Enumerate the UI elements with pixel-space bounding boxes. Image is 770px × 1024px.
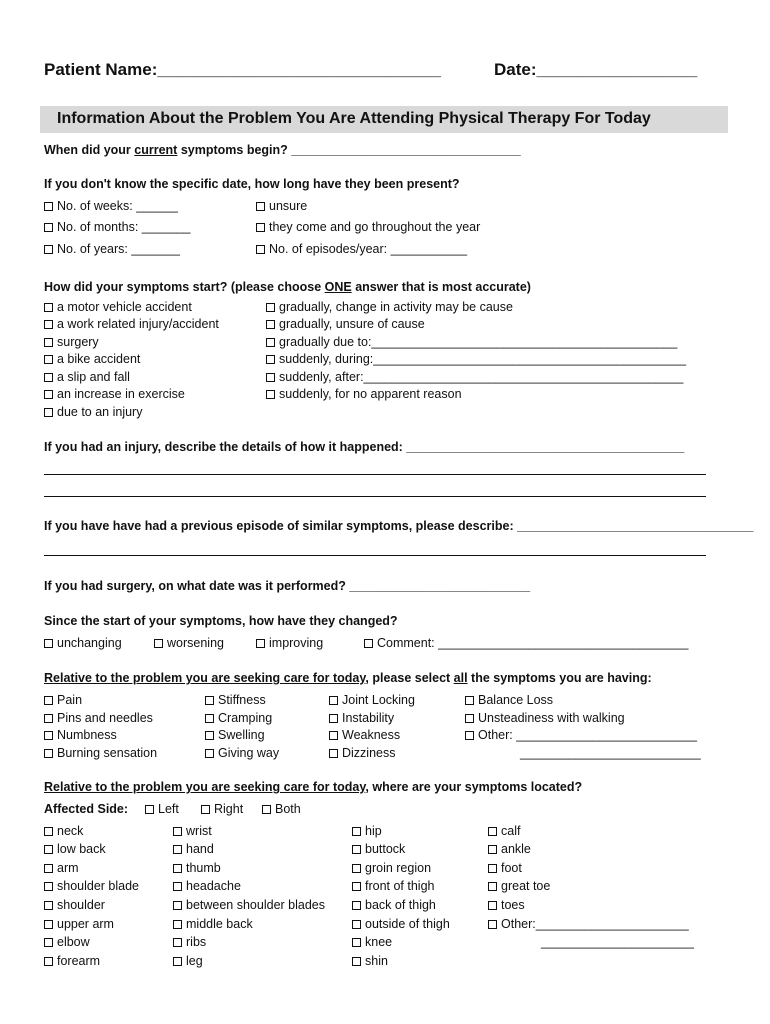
question-symptoms [44, 671, 652, 685]
side-option-left[interactable] [145, 802, 179, 816]
checkbox-icon[interactable] [173, 901, 182, 910]
location-option[interactable] [488, 824, 520, 838]
option-label: Weakness [342, 728, 401, 742]
checkbox-icon[interactable] [205, 714, 214, 723]
location-option[interactable] [352, 917, 450, 931]
checkbox-icon[interactable] [256, 245, 265, 254]
option-start[interactable] [266, 370, 683, 384]
option-label: a slip and fall [57, 370, 130, 384]
location-option[interactable] [173, 824, 212, 838]
checkbox-icon[interactable] [173, 827, 182, 836]
option-start[interactable] [266, 300, 513, 314]
checkbox-icon[interactable] [173, 957, 182, 966]
checkbox-icon[interactable] [329, 714, 338, 723]
symptom-option[interactable] [205, 711, 272, 725]
option-label: hip [365, 824, 382, 838]
checkbox-icon[interactable] [44, 938, 53, 947]
symptom-option[interactable] [329, 728, 400, 742]
location-option[interactable] [44, 879, 139, 893]
checkbox-icon[interactable] [352, 957, 361, 966]
option-label: a bike accident [57, 352, 141, 366]
option-label: neck [57, 824, 84, 838]
option-start[interactable] [266, 335, 677, 349]
option-start[interactable] [266, 352, 686, 366]
option-label: knee [365, 935, 393, 949]
checkbox-icon[interactable] [488, 920, 497, 929]
location-option[interactable] [488, 879, 550, 893]
patient-name-field[interactable]: Patient Name:______________________________ [44, 60, 442, 79]
location-option[interactable] [173, 935, 206, 949]
location-option[interactable] [44, 824, 83, 838]
location-option[interactable] [173, 954, 203, 968]
checkbox-icon[interactable] [205, 731, 214, 740]
checkbox-icon[interactable] [173, 882, 182, 891]
q-begin-suffix: symptoms begin? _________________________________ [177, 143, 521, 157]
checkbox-icon[interactable] [44, 731, 53, 740]
option-improving[interactable] [256, 636, 323, 650]
checkbox-icon[interactable] [488, 827, 497, 836]
checkbox-icon[interactable] [266, 373, 275, 382]
option-unsure[interactable] [256, 199, 307, 213]
checkbox-icon[interactable] [205, 749, 214, 758]
section-title: Information About the Problem You Are Attending Physical Therapy For Today [57, 110, 651, 127]
option-label: suddenly, during:_____________________________________________ [279, 352, 687, 366]
checkbox-icon[interactable] [352, 845, 361, 854]
symptom-option[interactable] [44, 693, 82, 707]
option-unchanging[interactable] [44, 636, 122, 650]
checkbox-icon[interactable] [329, 731, 338, 740]
option-label: Balance Loss [478, 693, 554, 707]
option-episodes[interactable] [256, 242, 467, 256]
option-label: improving [269, 636, 324, 650]
option-label: toes [501, 898, 525, 912]
option-start[interactable] [44, 405, 142, 419]
q-symptoms-suffix: the symptoms you are having: [467, 671, 652, 685]
option-label: Pain [57, 693, 83, 707]
location-option[interactable] [173, 898, 325, 912]
symptom-option[interactable] [44, 711, 153, 725]
location-option[interactable] [352, 861, 431, 875]
location-option[interactable] [44, 842, 106, 856]
checkbox-icon[interactable] [44, 957, 53, 966]
option-label: unchanging [57, 636, 122, 650]
location-option[interactable] [352, 954, 388, 968]
option-label: shin [365, 954, 388, 968]
side-option-right[interactable] [201, 802, 243, 816]
option-label: ribs [186, 935, 207, 949]
q-start-suffix: answer that is most accurate) [351, 280, 531, 294]
option-label: suddenly, for no apparent reason [279, 387, 462, 401]
location-option[interactable] [352, 935, 392, 949]
option-label: a motor vehicle accident [57, 300, 192, 314]
option-label: buttock [365, 842, 406, 856]
checkbox-icon[interactable] [329, 749, 338, 758]
option-comment[interactable] [364, 636, 688, 650]
option-label: elbow [57, 935, 90, 949]
option-label: headache [186, 879, 241, 893]
checkbox-icon[interactable] [256, 639, 265, 648]
symptom-option[interactable] [465, 711, 625, 725]
checkbox-icon[interactable] [44, 338, 53, 347]
option-start[interactable] [44, 370, 130, 384]
q-start-prefix: How did your symptoms start? (please choose [44, 280, 325, 294]
symptom-option[interactable] [329, 693, 415, 707]
checkbox-icon[interactable] [44, 408, 53, 417]
option-worsening[interactable] [154, 636, 224, 650]
question-injury[interactable]: If you had an injury, describe the details of how it happened: ________________________________________ [44, 440, 685, 454]
checkbox-icon[interactable] [145, 805, 154, 814]
write-in-line[interactable] [44, 496, 706, 497]
checkbox-icon[interactable] [44, 355, 53, 364]
option-label: Pins and needles [57, 711, 153, 725]
option-label: Both [275, 802, 301, 816]
location-option-other[interactable] [488, 917, 689, 931]
q-symptoms-underlined-b: all [453, 671, 468, 685]
q-symptoms-middle: , please select [365, 671, 454, 685]
checkbox-icon[interactable] [44, 320, 53, 329]
location-option[interactable] [488, 898, 525, 912]
checkbox-icon[interactable] [44, 373, 53, 382]
option-label: No. of weeks: ______ [57, 199, 178, 213]
symptom-option[interactable] [329, 711, 394, 725]
option-label: thumb [186, 861, 221, 875]
option-label: between shoulder blades [186, 898, 325, 912]
checkbox-icon[interactable] [173, 864, 182, 873]
question-how-start [44, 280, 531, 294]
option-label: Burning sensation [57, 746, 158, 760]
checkbox-icon[interactable] [44, 303, 53, 312]
option-start[interactable] [44, 300, 192, 314]
location-option[interactable] [44, 861, 79, 875]
symptom-option[interactable] [329, 746, 396, 760]
location-option[interactable] [352, 842, 405, 856]
checkbox-icon[interactable] [44, 245, 53, 254]
option-label: Dizziness [342, 746, 396, 760]
option-label: Instability [342, 711, 395, 725]
option-label: shoulder blade [57, 879, 140, 893]
question-location [44, 780, 582, 794]
option-label: Other:______________________ [501, 917, 689, 931]
option-label: No. of months: _______ [57, 220, 191, 234]
option-label: hand [186, 842, 214, 856]
option-years[interactable] [44, 242, 180, 256]
question-changed: Since the start of your symptoms, how have they changed? [44, 614, 398, 628]
option-label: Joint Locking [342, 693, 415, 707]
option-label: an increase in exercise [57, 387, 185, 401]
checkbox-icon[interactable] [173, 920, 182, 929]
checkbox-icon[interactable] [44, 223, 53, 232]
location-option[interactable] [173, 842, 214, 856]
option-label: shoulder [57, 898, 105, 912]
write-in-line[interactable]: __________________________ [520, 746, 701, 760]
checkbox-icon[interactable] [352, 938, 361, 947]
option-label: outside of thigh [365, 917, 450, 931]
location-option[interactable] [44, 898, 105, 912]
checkbox-icon[interactable] [44, 827, 53, 836]
checkbox-icon[interactable] [488, 845, 497, 854]
checkbox-icon[interactable] [266, 355, 275, 364]
question-surgery-date[interactable]: If you had surgery, on what date was it performed? __________________________ [44, 579, 531, 593]
option-label: due to an injury [57, 405, 143, 419]
symptom-option[interactable] [44, 728, 117, 742]
checkbox-icon[interactable] [44, 202, 53, 211]
checkbox-icon[interactable] [352, 920, 361, 929]
option-label: low back [57, 842, 106, 856]
checkbox-icon[interactable] [352, 882, 361, 891]
option-label: a work related injury/accident [57, 317, 219, 331]
checkbox-icon[interactable] [329, 696, 338, 705]
location-option[interactable] [173, 917, 253, 931]
checkbox-icon[interactable] [44, 390, 53, 399]
option-label: worsening [167, 636, 224, 650]
checkbox-icon[interactable] [201, 805, 210, 814]
checkbox-icon[interactable] [44, 696, 53, 705]
option-label: Cramping [218, 711, 273, 725]
q-begin-underlined: current [134, 143, 178, 157]
option-label: great toe [501, 879, 551, 893]
option-label: Comment: ____________________________________ [377, 636, 689, 650]
q-begin-prefix: When did your [44, 143, 135, 157]
location-option[interactable] [488, 861, 522, 875]
option-label: upper arm [57, 917, 114, 931]
checkbox-icon[interactable] [44, 882, 53, 891]
location-option[interactable] [352, 824, 382, 838]
option-start[interactable] [266, 387, 462, 401]
write-in-line[interactable]: ______________________ [541, 935, 694, 949]
checkbox-icon[interactable] [262, 805, 271, 814]
checkbox-icon[interactable] [154, 639, 163, 648]
checkbox-icon[interactable] [465, 731, 474, 740]
location-option[interactable] [173, 879, 241, 893]
checkbox-icon[interactable] [44, 639, 53, 648]
checkbox-icon[interactable] [205, 696, 214, 705]
checkbox-icon[interactable] [465, 714, 474, 723]
option-label: No. of episodes/year: ___________ [269, 242, 468, 256]
checkbox-icon[interactable] [364, 639, 373, 648]
checkbox-icon[interactable] [352, 864, 361, 873]
option-label: No. of years: _______ [57, 242, 180, 256]
checkbox-icon[interactable] [173, 845, 182, 854]
option-start[interactable] [44, 352, 140, 366]
location-option[interactable] [44, 917, 114, 931]
q-location-underlined: Relative to the problem you are seeking care for today [44, 780, 366, 794]
write-in-line[interactable] [44, 555, 706, 556]
checkbox-icon[interactable] [465, 696, 474, 705]
symptom-option[interactable] [205, 693, 266, 707]
write-in-line[interactable] [44, 474, 706, 475]
symptom-option[interactable] [465, 693, 553, 707]
checkbox-icon[interactable] [488, 882, 497, 891]
checkbox-icon[interactable] [488, 901, 497, 910]
checkbox-icon[interactable] [266, 303, 275, 312]
option-label: front of thigh [365, 879, 435, 893]
side-option-both[interactable] [262, 802, 301, 816]
option-label: ankle [501, 842, 531, 856]
q-location-suffix: , where are your symptoms located? [365, 780, 583, 794]
symptom-option[interactable] [205, 746, 279, 760]
question-duration: If you don't know the specific date, how long have they been present? [44, 177, 460, 191]
symptom-option[interactable] [205, 728, 265, 742]
option-start[interactable] [44, 317, 219, 331]
option-label: Swelling [218, 728, 265, 742]
option-label: forearm [57, 954, 101, 968]
checkbox-icon[interactable] [256, 202, 265, 211]
option-label: groin region [365, 861, 432, 875]
option-label: surgery [57, 335, 99, 349]
option-label: Other: __________________________ [478, 728, 697, 742]
option-label: unsure [269, 199, 308, 213]
option-label: Unsteadiness with walking [478, 711, 625, 725]
option-label: foot [501, 861, 522, 875]
option-label: middle back [186, 917, 253, 931]
date-field[interactable]: Date:_________________ [494, 60, 698, 79]
option-label: Numbness [57, 728, 117, 742]
symptom-option[interactable] [44, 746, 157, 760]
checkbox-icon[interactable] [44, 920, 53, 929]
symptom-option-other[interactable] [465, 728, 697, 742]
checkbox-icon[interactable] [256, 223, 265, 232]
option-label: Giving way [218, 746, 280, 760]
checkbox-icon[interactable] [266, 338, 275, 347]
checkbox-icon[interactable] [352, 827, 361, 836]
option-label: they come and go throughout the year [269, 220, 481, 234]
location-option[interactable] [352, 879, 435, 893]
q-symptoms-underlined-a: Relative to the problem you are seeking care for today [44, 671, 366, 685]
option-weeks[interactable] [44, 199, 178, 213]
option-label: Right [214, 802, 244, 816]
option-label: gradually, change in activity may be cause [279, 300, 513, 314]
checkbox-icon[interactable] [266, 390, 275, 399]
question-previous-episode[interactable]: If you have have had a previous episode of similar symptoms, please describe: __________________________________ [44, 519, 754, 533]
checkbox-icon[interactable] [44, 901, 53, 910]
option-start[interactable] [44, 387, 185, 401]
option-start[interactable] [44, 335, 99, 349]
checkbox-icon[interactable] [173, 938, 182, 947]
checkbox-icon[interactable] [44, 749, 53, 758]
location-option[interactable] [352, 898, 436, 912]
location-option[interactable] [44, 954, 100, 968]
option-label: leg [186, 954, 203, 968]
checkbox-icon[interactable] [44, 864, 53, 873]
q-start-underlined: ONE [324, 280, 352, 294]
option-start[interactable] [266, 317, 425, 331]
option-label: suddenly, after:______________________________________________ [279, 370, 684, 384]
location-option[interactable] [173, 861, 221, 875]
option-label: Stiffness [218, 693, 266, 707]
checkbox-icon[interactable] [266, 320, 275, 329]
option-come-and-go[interactable] [256, 220, 480, 234]
option-months[interactable] [44, 220, 190, 234]
option-label: Left [158, 802, 179, 816]
option-label: gradually, unsure of cause [279, 317, 425, 331]
option-label: wrist [186, 824, 212, 838]
location-option[interactable] [44, 935, 90, 949]
option-label: calf [501, 824, 521, 838]
affected-side-label: Affected Side: [44, 802, 129, 816]
option-label: back of thigh [365, 898, 436, 912]
checkbox-icon[interactable] [352, 901, 361, 910]
option-label: arm [57, 861, 79, 875]
option-label: gradually due to:____________________________________________ [279, 335, 678, 349]
checkbox-icon[interactable] [44, 845, 53, 854]
checkbox-icon[interactable] [488, 864, 497, 873]
location-option[interactable] [488, 842, 531, 856]
question-symptoms-begin[interactable] [44, 143, 521, 157]
checkbox-icon[interactable] [44, 714, 53, 723]
